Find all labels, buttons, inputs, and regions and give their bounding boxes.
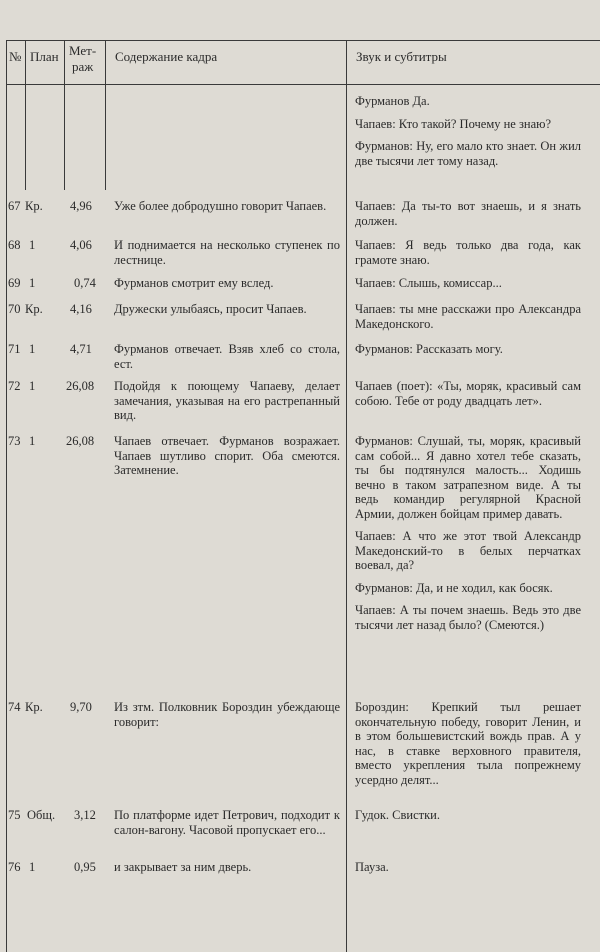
row-69-sound: Чапаев: Слышь, комиссар... xyxy=(355,276,502,290)
row-71-num: 71 xyxy=(8,342,21,356)
header-sound: Звук и субтитры xyxy=(356,49,447,64)
row-67-plan: Кр. xyxy=(25,199,43,213)
row-75-content: По платформе идет Петрович, подходит к салон-вагону. Часовой пропускает его... xyxy=(114,808,340,837)
header-plan: План xyxy=(30,49,59,64)
header-bottom-line xyxy=(6,84,600,85)
row-71-plan: 1 xyxy=(29,342,36,356)
row-76-sound: Пауза. xyxy=(355,860,389,874)
table-top-line xyxy=(6,40,600,41)
row-73-sound-line: Фурманов: Да, и не ходил, как босяк. xyxy=(355,580,553,595)
row-70-num: 70 xyxy=(8,302,21,316)
row-71-content: Фурманов отвечает. Взяв хлеб со стола, ест. xyxy=(114,342,340,371)
header-metrazh-line2: раж xyxy=(72,59,94,74)
col-divider-content-sound xyxy=(346,40,347,952)
row-75-num: 75 xyxy=(8,808,21,822)
row-73-num: 73 xyxy=(8,434,21,448)
row-74-meter: 9,70 xyxy=(70,700,92,714)
row-76-meter: 0,95 xyxy=(74,860,96,874)
row-67-num: 67 xyxy=(8,199,21,213)
row-73-plan: 1 xyxy=(29,434,36,448)
row-72-num: 72 xyxy=(8,379,21,393)
continuation-sound-cell xyxy=(355,94,581,168)
row-70-meter: 4,16 xyxy=(70,302,92,316)
row-67-sound: Чапаев: Да ты-то вот знаешь, и я знать должен. xyxy=(355,199,581,228)
row-74-plan: Кр. xyxy=(25,700,43,714)
row-69-content: Фурманов смотрит ему вслед. xyxy=(114,276,274,290)
continuation-sound-line: Фурманов Да. xyxy=(355,94,430,108)
row-69-plan: 1 xyxy=(29,276,36,290)
row-73-sound-cell xyxy=(355,434,581,632)
row-69-meter: 0,74 xyxy=(74,276,96,290)
col-divider-plan-meter xyxy=(64,40,65,190)
col-divider-meter-content xyxy=(105,40,106,190)
row-73-sound-line: Фурманов: Слушай, ты, моряк, красивый сам собой... Я давно хотел тебе сказать, ты бы подтянулся малость... Ходишь вечно в таком затрапезном виде. А ты ведь командир регулярной Красной Армии, должен бойцам пример давать. xyxy=(355,434,581,521)
row-75-meter: 3,12 xyxy=(74,808,96,822)
row-72-sound: Чапаев (поет): «Ты, моряк, красивый сам собою. Тебе от роду двадцать лет». xyxy=(355,379,581,408)
row-75-plan: Общ. xyxy=(27,808,56,822)
row-76-plan: 1 xyxy=(29,860,36,874)
row-74-content: Из зтм. Полковник Бороздин убеждающе говорит: xyxy=(114,700,340,729)
row-73-sound-line: Чапаев: А ты почем знаешь. Ведь это две тысячи лет назад было? (Смеются.) xyxy=(355,603,581,632)
row-72-meter: 26,08 xyxy=(66,379,95,393)
row-71-sound: Фурманов: Рассказать могу. xyxy=(355,342,503,356)
header-metrazh-line1: Мет- xyxy=(69,43,97,58)
row-68-sound: Чапаев: Я ведь только два года, как грамоте знаю. xyxy=(355,238,581,267)
table-border-left xyxy=(6,40,7,952)
row-72-plan: 1 xyxy=(29,379,36,393)
row-75-sound: Гудок. Свистки. xyxy=(355,808,440,822)
row-73-sound-line: Чапаев: А что же этот твой Александр Македонский-то в белых перчатках воевал, да? xyxy=(355,529,581,572)
col-divider-num-plan xyxy=(25,40,26,190)
continuation-sound-line: Чапаев: Кто такой? Почему не знаю? xyxy=(355,116,552,131)
row-68-plan: 1 xyxy=(29,238,36,252)
header-num: № xyxy=(9,49,22,64)
row-73-meter: 26,08 xyxy=(66,434,95,448)
row-72-content: Подойдя к поющему Чапаеву, делает замечания, указывая на его растрепанный вид. xyxy=(114,379,340,422)
row-68-content: И поднимается на несколько ступенек по лестнице. xyxy=(114,238,340,267)
row-73-content: Чапаев отвечает. Фурманов возражает. Чапаев шутливо спорит. Оба смеются. Затемнение. xyxy=(114,434,340,477)
row-74-sound: Бороздин: Крепкий тыл решает окончательную победу, говорит Ленин, и в этом большевистский вождь прав. А у нас, в ставке верховного правителя, вместо укрепления тыла попрежнему усердно делят... xyxy=(355,700,581,787)
row-71-meter: 4,71 xyxy=(70,342,92,356)
continuation-sound-line: Фурманов: Ну, его мало кто знает. Он жил две тысячи лет тому назад. xyxy=(355,139,581,168)
row-70-content: Дружески улыбаясь, просит Чапаев. xyxy=(114,302,307,316)
row-76-num: 76 xyxy=(8,860,21,874)
row-70-sound: Чапаев: ты мне расскажи про Александра Македонского. xyxy=(355,302,581,331)
row-70-plan: Кр. xyxy=(25,302,43,316)
row-67-meter: 4,96 xyxy=(70,199,92,213)
row-67-content: Уже более добродушно говорит Чапаев. xyxy=(114,199,327,213)
row-69-num: 69 xyxy=(8,276,21,290)
row-68-num: 68 xyxy=(8,238,21,252)
row-74-num: 74 xyxy=(8,700,21,714)
row-68-meter: 4,06 xyxy=(70,238,92,252)
row-76-content: и закрывает за ним дверь. xyxy=(114,860,252,874)
header-content: Содержание кадра xyxy=(115,49,218,64)
